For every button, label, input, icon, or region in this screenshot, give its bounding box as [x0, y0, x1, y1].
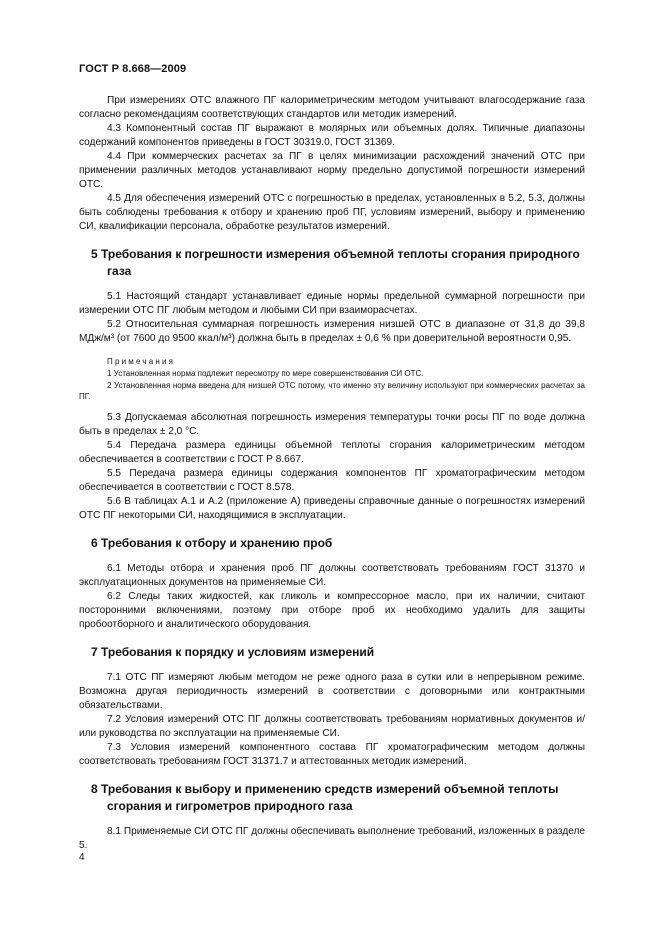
paragraph-4-2-cont: При измерениях ОТС влажного ПГ калориметрическим методом учитывают влагосодержание газа согласно рекомендациям соответствующих стандартов или методик измерений.	[79, 95, 585, 120]
notes-block	[79, 356, 585, 403]
page-number: 4	[79, 852, 85, 863]
notes-title: Примечания	[107, 357, 176, 366]
paragraph-7-1: 7.1 ОТС ПГ измеряют любым методом не реже одного раза в сутки или в непрерывном режиме. Возможна другая периодичность измерений в соответствии с договорными или контрактными обязательствами.	[79, 671, 585, 711]
paragraph-5-4: 5.4 Передача размера единицы объемной теплоты сгорания калориметрическим методом обеспечивается в соответствии с ГОСТ Р 8.667.	[79, 439, 585, 465]
paragraph-5-3: 5.3 Допускаемая абсолютная погрешность измерения температуры точки росы ПГ по воде должна быть в пределах ± 2,0 °С.	[79, 411, 585, 437]
note-2: 2 Установленная норма введена для низшей ОТС потому, что именно эту величину используют при коммерческих расчетах за ПГ.	[79, 380, 585, 401]
document-header: ГОСТ Р 8.668—2009	[79, 63, 187, 75]
paragraph-5-5: 5.5 Передача размера единицы содержания компонентов ПГ хроматографическим методом обеспечивается в соответствии с ГОСТ 8.578.	[79, 467, 585, 493]
section-8-heading: 8 Требования к выбору и применению средств измерений объемной теплоты сгорания и гигрометров природного газа	[91, 781, 559, 813]
paragraph-6-2: 6.2 Следы таких жидкостей, как гликоль и компрессорное масло, при их наличии, считают посторонними включениями, поэтому при отборе проб их необходимо удалить для защиты пробоотборного и аналитического оборудования.	[79, 590, 585, 630]
paragraph-5-1: 5.1 Настоящий стандарт устанавливает единые нормы предельной суммарной погрешности при измерении ОТС ПГ любым методом и любыми СИ при взаиморасчетах.	[79, 291, 585, 316]
paragraph-5-2: 5.2 Относительная суммарная погрешность измерения низшей ОТС в диапазоне от 31,8 до 39,8 МДж/м³ (от 7600 до 9500 ккал/м³) должна быть в пределах ± 0,6 % при доверительной вероятности 0,95.	[79, 319, 585, 344]
paragraph-4-4: 4.4 При коммерческих расчетах за ПГ в целях минимизации расхождений значений ОТС при применении различных методов устанавливают норму предельно допустимой погрешности измерений ОТС.	[79, 151, 585, 190]
page-content	[79, 94, 585, 853]
section-5-heading: 5 Требования к погрешности измерения объемной теплоты сгорания природного газа	[91, 247, 580, 278]
paragraph-8-1: 8.1 Применяемые СИ ОТС ПГ должны обеспечивать выполнение требований, изложенных в разделе 5.	[79, 825, 585, 851]
paragraph-7-3: 7.3 Условия измерений компонентного состава ПГ хроматографическим методом должны соответствовать требованиям ГОСТ 31371.7 и аттестованных методик измерений.	[79, 741, 585, 767]
section-6-heading: 6 Требования к отбору и хранению проб	[91, 535, 333, 550]
paragraph-6-1: 6.1 Методы отбора и хранения проб ПГ должны соответствовать требованиям ГОСТ 31370 и эксплуатационных документов на применяемые СИ.	[79, 562, 585, 588]
note-1: 1 Установленная норма подлежит пересмотру по мере совершенствования СИ ОТС.	[107, 369, 424, 378]
section-7-heading: 7 Требования к порядку и условиям измерений	[91, 644, 375, 659]
paragraph-4-5: 4.5 Для обеспечения измерений ОТС с погрешностью в пределах, установленных в 5.2, 5.3, должны быть соблюдены требования к отбору и хранению проб ПГ, условиям измерений, выбору и применению СИ, квалификации персонала, обработке результатов измерений.	[79, 193, 585, 232]
paragraph-4-3: 4.3 Компонентный состав ПГ выражают в молярных или объемных долях. Типичные диапазоны содержаний компонентов приведены в ГОСТ 30319.0, ГОСТ 31369.	[79, 123, 585, 148]
paragraph-5-6: 5.6 В таблицах А.1 и А.2 (приложение А) приведены справочные данные о погрешностях измерений ОТС ПГ некоторыми СИ, находящимися в эксплуатации.	[79, 495, 585, 521]
paragraph-7-2: 7.2 Условия измерений ОТС ПГ должны соответствовать требованиям нормативных документов и/или руководства по эксплуатации на применяемые СИ.	[79, 713, 585, 739]
